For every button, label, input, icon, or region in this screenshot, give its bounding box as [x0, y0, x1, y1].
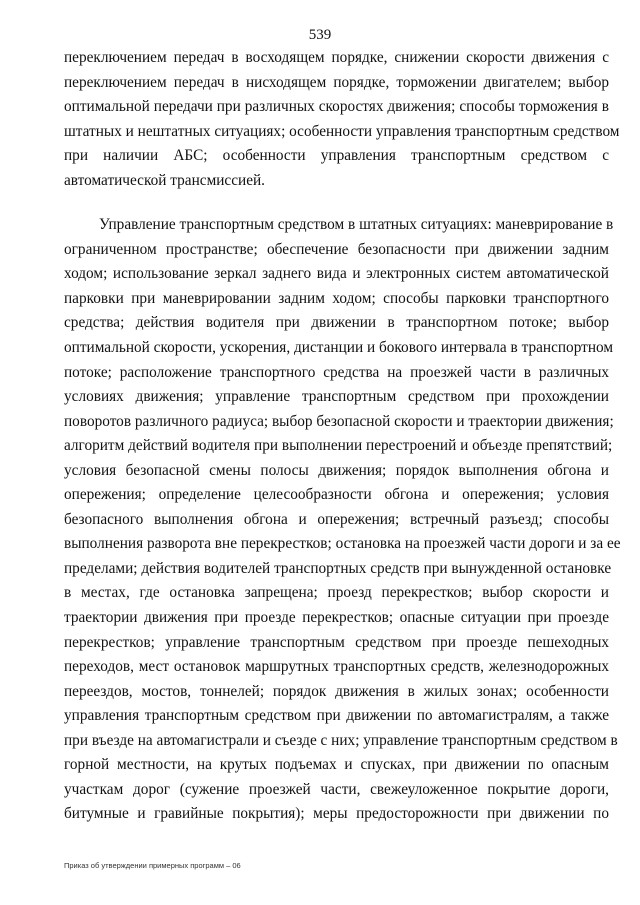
text-line: оптимальной скорости, ускорения, дистанции и бокового интервала в транспортном	[64, 339, 614, 357]
text-line: переездов, мостов, тоннелей; порядок движения в жилых зонах; особенности	[64, 682, 609, 700]
text-line: средства; действия водителя при движении в транспортном потоке; выбор	[64, 314, 609, 332]
text-line: Управление транспортным средством в штатных ситуациях: маневрирование в	[99, 216, 614, 234]
text-line: оптимальной передачи при различных скоростях движения; способы торможения в	[64, 98, 609, 116]
text-line: выполнения разворота вне перекрестков; остановка на проезжей части дороги и за ее	[64, 535, 621, 553]
text-line: безопасного выполнения обгона и опережения; встречный разъезд; способы	[64, 510, 609, 528]
text-line: битумные и гравийные покрытия); меры предосторожности при движении по	[64, 805, 609, 823]
page-number: 539	[308, 27, 332, 43]
text-line: переключением передач в нисходящем порядке, торможении двигателем; выбор	[64, 73, 609, 91]
paragraph-1	[64, 46, 620, 193]
text-line: парковки при маневрировании задним ходом; способы парковки транспортного	[64, 289, 609, 307]
text-line: при въезде на автомагистрали и съезде с них; управление транспортным средством в	[64, 731, 618, 749]
text-line: в местах, где остановка запрещена; проезд перекрестков; выбор скорости и	[64, 584, 609, 602]
text-line: при наличии АБС; особенности управления транспортным средством с	[64, 147, 609, 165]
body-text	[64, 46, 621, 827]
text-line: управления транспортным средством при движении по автомагистралям, а также	[64, 707, 609, 725]
text-line: пределами; действия водителей транспортных средств при вынужденной остановке	[64, 559, 612, 577]
text-line: ограниченном пространстве; обеспечение безопасности при движении задним	[64, 240, 609, 258]
paragraph-gap	[64, 193, 609, 213]
text-line: переходов, мест остановок маршрутных транспортных средств, железнодорожных	[64, 658, 609, 676]
text-line: условия безопасной смены полосы движения; порядок выполнения обгона и	[64, 461, 609, 479]
text-line: горной местности, на крутых подъемах и спусках, при движении по опасным	[64, 756, 609, 774]
text-line: траектории движения при проезде перекрестков; опасные ситуации при проезде	[64, 609, 609, 627]
text-line: автоматической трансмиссией.	[64, 171, 265, 189]
text-line: ходом; использование зеркал заднего вида и электронных систем автоматической	[64, 265, 609, 283]
paragraph-2	[64, 213, 621, 827]
text-line: переключением передач в восходящем порядке, снижении скорости движения с	[64, 49, 609, 66]
footer-note: Приказ об утверждении примерных программ – 06	[64, 861, 241, 870]
text-line: условиях движения; управление транспортным средством при прохождении	[64, 388, 609, 406]
text-line: алгоритм действий водителя при выполнении перестроений и объезде препятствий;	[64, 437, 613, 455]
text-line: перекрестков; управление транспортным средством при проезде пешеходных	[64, 633, 609, 651]
text-line: потоке; расположение транспортного средства на проезжей части в различных	[64, 363, 609, 381]
text-line: опережения; определение целесообразности обгона и опережения; условия	[64, 486, 609, 504]
text-line: поворотов различного радиуса; выбор безопасной скорости и траектории движения;	[64, 412, 614, 430]
text-line: участкам дорог (сужение проезжей части, свежеуложенное покрытие дороги,	[64, 780, 609, 798]
text-line: штатных и нештатных ситуациях; особенности управления транспортным средством	[64, 122, 620, 140]
